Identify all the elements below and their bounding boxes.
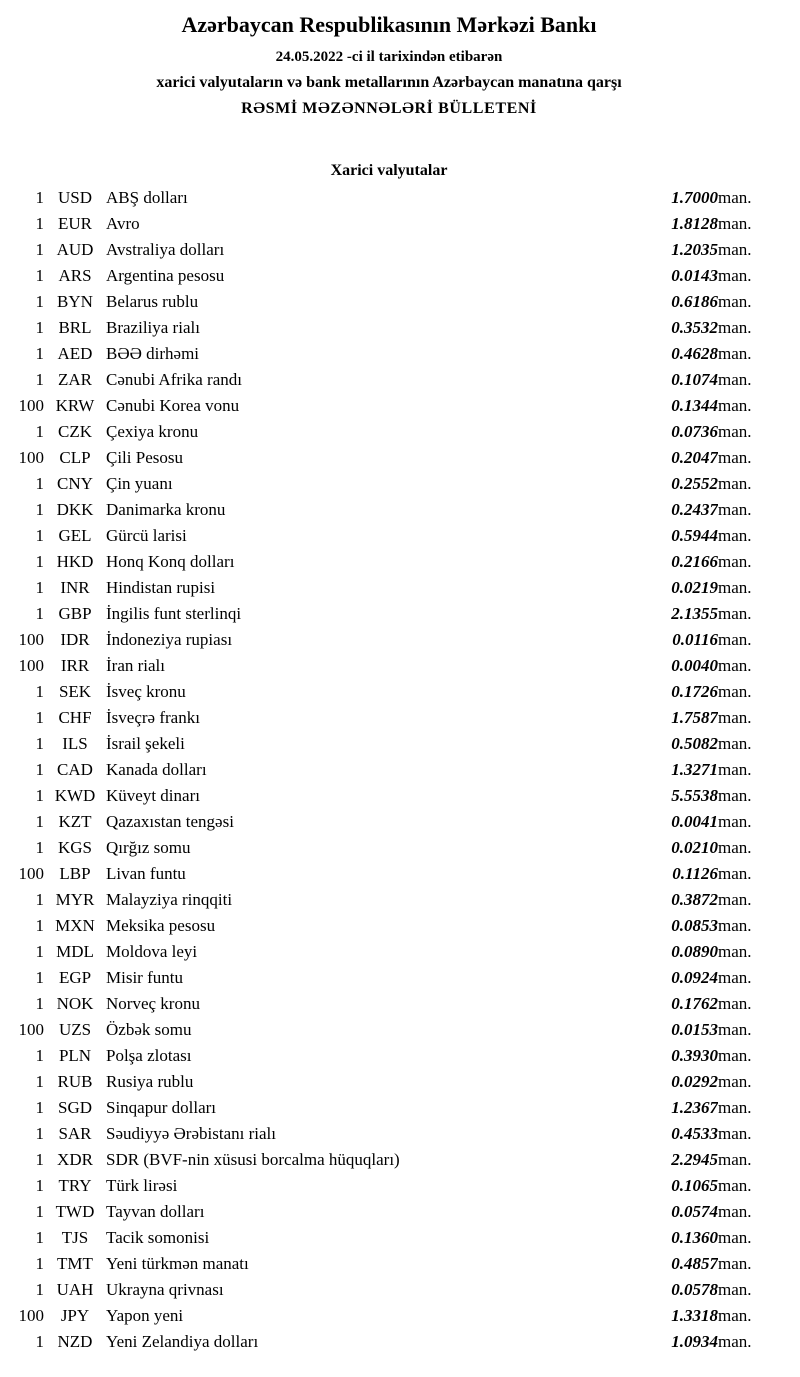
table-row xyxy=(6,523,772,549)
unit-label: man. xyxy=(718,656,752,675)
currency-code: GBP xyxy=(58,604,92,623)
table-row xyxy=(6,731,772,757)
quantity: 100 xyxy=(18,1306,44,1325)
rate-value: 0.6186 xyxy=(671,292,718,311)
rate-value: 0.0853 xyxy=(671,916,718,935)
quantity: 1 xyxy=(35,240,44,259)
quantity: 1 xyxy=(35,682,44,701)
currency-name: Səudiyyə Ərəbistanı rialı xyxy=(106,1124,276,1143)
currency-code: SEK xyxy=(58,682,92,701)
rate-value: 0.1126 xyxy=(672,864,718,883)
table-row xyxy=(6,627,772,653)
currency-name: Qırğız somu xyxy=(106,838,191,857)
rate-value: 0.3930 xyxy=(671,1046,718,1065)
table-row xyxy=(6,341,772,367)
quantity: 1 xyxy=(35,1124,44,1143)
quantity: 1 xyxy=(35,812,44,831)
currency-name: Yeni türkmən manatı xyxy=(106,1254,249,1273)
rate-value: 0.0292 xyxy=(671,1072,718,1091)
currency-code: KZT xyxy=(58,812,92,831)
currency-name: Çexiya kronu xyxy=(106,422,199,441)
currency-name: Braziliya rialı xyxy=(106,318,200,337)
currency-code: NZD xyxy=(57,1332,93,1351)
currency-code: KGS xyxy=(57,838,92,857)
currency-code: HKD xyxy=(56,552,94,571)
table-row xyxy=(6,445,772,471)
currency-code: GEL xyxy=(58,526,92,545)
currency-code: TRY xyxy=(58,1176,92,1195)
unit-label: man. xyxy=(718,1332,752,1351)
quantity: 100 xyxy=(18,864,44,883)
unit-label: man. xyxy=(718,630,752,649)
currency-code: INR xyxy=(60,578,90,597)
currency-name: Malayziya rinqqiti xyxy=(106,890,233,909)
unit-label: man. xyxy=(718,604,752,623)
rate-value: 2.2945 xyxy=(671,1150,718,1169)
rate-value: 1.7587 xyxy=(671,708,718,727)
rate-value: 0.0736 xyxy=(671,422,718,441)
table-row xyxy=(6,1251,772,1277)
rate-value: 0.4533 xyxy=(671,1124,718,1143)
currency-code: TMT xyxy=(57,1254,93,1273)
rate-value: 0.0890 xyxy=(671,942,718,961)
unit-label: man. xyxy=(718,786,752,805)
table-row xyxy=(6,575,772,601)
unit-label: man. xyxy=(718,1228,752,1247)
quantity: 1 xyxy=(35,318,44,337)
unit-label: man. xyxy=(718,526,752,545)
rate-value: 0.1065 xyxy=(671,1176,718,1195)
currency-code: UZS xyxy=(58,1020,92,1039)
table-row xyxy=(6,939,772,965)
unit-label: man. xyxy=(718,968,752,987)
quantity: 1 xyxy=(35,786,44,805)
unit-label: man. xyxy=(718,344,752,363)
currency-code: ARS xyxy=(58,266,92,285)
currency-code: IDR xyxy=(60,630,90,649)
table-row xyxy=(6,1043,772,1069)
unit-label: man. xyxy=(718,422,752,441)
quantity: 100 xyxy=(18,396,44,415)
rate-value: 0.0040 xyxy=(671,656,718,675)
currency-code: TWD xyxy=(55,1202,95,1221)
date-line: 24.05.2022 -ci il tarixindən etibarən xyxy=(275,49,503,65)
rate-value: 0.2047 xyxy=(671,448,718,467)
currency-name: Qazaxıstan tengəsi xyxy=(106,812,234,831)
currency-code: MYR xyxy=(55,890,95,909)
table-row xyxy=(6,913,772,939)
unit-label: man. xyxy=(718,734,752,753)
table-row xyxy=(6,367,772,393)
currency-name: Yapon yeni xyxy=(106,1306,184,1325)
quantity: 1 xyxy=(35,1046,44,1065)
rate-value: 0.5944 xyxy=(671,526,718,545)
quantity: 1 xyxy=(35,1150,44,1169)
currency-name: Moldova leyi xyxy=(106,942,198,961)
currency-name: Cənubi Korea vonu xyxy=(106,396,240,415)
unit-label: man. xyxy=(718,552,752,571)
unit-label: man. xyxy=(718,760,752,779)
currency-name: İngilis funt sterlinqi xyxy=(106,604,242,623)
quantity: 1 xyxy=(35,188,44,207)
currency-name: ABŞ dolları xyxy=(106,188,188,207)
currency-code: EUR xyxy=(58,214,92,233)
currency-code: IRR xyxy=(60,656,90,675)
rate-value: 0.1074 xyxy=(671,370,718,389)
currency-name: Ukrayna qrivnası xyxy=(106,1280,224,1299)
rate-value: 2.1355 xyxy=(671,604,718,623)
rate-value: 0.1726 xyxy=(671,682,718,701)
table-row xyxy=(6,965,772,991)
table-row xyxy=(6,1017,772,1043)
quantity: 1 xyxy=(35,838,44,857)
quantity: 1 xyxy=(35,1176,44,1195)
rate-value: 0.0210 xyxy=(671,838,718,857)
unit-label: man. xyxy=(718,994,752,1013)
quantity: 1 xyxy=(35,266,44,285)
unit-label: man. xyxy=(718,500,752,519)
currency-code: MXN xyxy=(55,916,95,935)
unit-label: man. xyxy=(718,318,752,337)
quantity: 1 xyxy=(35,474,44,493)
quantity: 1 xyxy=(35,942,44,961)
quantity: 1 xyxy=(35,552,44,571)
unit-label: man. xyxy=(718,1124,752,1143)
currency-code: UAH xyxy=(56,1280,94,1299)
currency-code: CAD xyxy=(57,760,93,779)
currency-name: Livan funtu xyxy=(106,864,186,883)
unit-label: man. xyxy=(718,1176,752,1195)
quantity: 1 xyxy=(35,1098,44,1117)
quantity: 1 xyxy=(35,578,44,597)
rate-value: 0.4857 xyxy=(671,1254,718,1273)
rate-value: 0.2437 xyxy=(671,500,718,519)
unit-label: man. xyxy=(718,448,752,467)
currency-code: RUB xyxy=(57,1072,93,1091)
quantity: 100 xyxy=(18,656,44,675)
table-row xyxy=(6,1121,772,1147)
currency-name: Meksika pesosu xyxy=(106,916,216,935)
currency-code: CHF xyxy=(58,708,92,727)
rate-value: 1.3271 xyxy=(671,760,718,779)
unit-label: man. xyxy=(718,890,752,909)
currency-name: Tacik somonisi xyxy=(106,1228,210,1247)
currency-code: PLN xyxy=(58,1046,92,1065)
quantity: 1 xyxy=(35,604,44,623)
rate-value: 0.0574 xyxy=(671,1202,718,1221)
currency-name: Yeni Zelandiya dolları xyxy=(106,1332,259,1351)
unit-label: man. xyxy=(718,812,752,831)
quantity: 1 xyxy=(35,1254,44,1273)
currency-code: CZK xyxy=(58,422,92,441)
unit-label: man. xyxy=(718,578,752,597)
rate-value: 0.2166 xyxy=(671,552,718,571)
table-row xyxy=(6,315,772,341)
currency-name: Danimarka kronu xyxy=(106,500,226,519)
quantity: 1 xyxy=(35,526,44,545)
quantity: 1 xyxy=(35,214,44,233)
bank-name: Azərbaycan Respublikasının Mərkəzi Bankı xyxy=(181,12,597,37)
currency-name: İsveç kronu xyxy=(106,682,186,701)
table-row xyxy=(6,419,772,445)
rate-value: 0.0116 xyxy=(672,630,718,649)
quantity: 100 xyxy=(18,448,44,467)
currency-code: BYN xyxy=(57,292,93,311)
rate-value: 0.4628 xyxy=(671,344,718,363)
table-row xyxy=(6,289,772,315)
quantity: 1 xyxy=(35,370,44,389)
currency-name: Küveyt dinarı xyxy=(106,786,200,805)
unit-label: man. xyxy=(718,1280,752,1299)
quantity: 100 xyxy=(18,1020,44,1039)
rate-value: 1.2035 xyxy=(671,240,718,259)
currency-code: EGP xyxy=(58,968,92,987)
currency-name: Gürcü larisi xyxy=(106,526,187,545)
rate-value: 0.0153 xyxy=(671,1020,718,1039)
quantity: 1 xyxy=(35,890,44,909)
quantity: 1 xyxy=(35,734,44,753)
currency-name: Cənubi Afrika randı xyxy=(106,370,242,389)
table-row xyxy=(6,1303,772,1329)
currency-name: Rusiya rublu xyxy=(106,1072,194,1091)
quantity: 1 xyxy=(35,708,44,727)
rate-value: 0.0924 xyxy=(671,968,718,987)
rate-value: 0.0219 xyxy=(671,578,718,597)
table-row xyxy=(6,1095,772,1121)
table-row xyxy=(6,601,772,627)
currency-code: JPY xyxy=(60,1306,90,1325)
table-row xyxy=(6,1225,772,1251)
unit-label: man. xyxy=(718,1020,752,1039)
quantity: 1 xyxy=(35,344,44,363)
currency-name: Avstraliya dolları xyxy=(106,240,225,259)
table-row xyxy=(6,1199,772,1225)
table-row xyxy=(6,809,772,835)
currency-code: AUD xyxy=(56,240,94,259)
currency-code: LBP xyxy=(59,864,91,883)
currency-name: SDR (BVF-nin xüsusi borcalma hüquqları) xyxy=(106,1150,400,1169)
currency-name: İsrail şekeli xyxy=(106,734,185,753)
quantity: 1 xyxy=(35,760,44,779)
quantity: 1 xyxy=(35,1072,44,1091)
currency-name: Kanada dolları xyxy=(106,760,207,779)
table-row xyxy=(6,1147,772,1173)
quantity: 1 xyxy=(35,292,44,311)
unit-label: man. xyxy=(718,838,752,857)
currency-code: DKK xyxy=(56,500,94,519)
currency-name: Misir funtu xyxy=(106,968,183,987)
table-row xyxy=(6,887,772,913)
unit-label: man. xyxy=(718,864,752,883)
currency-rates-table xyxy=(6,185,772,1355)
bulletin-title: RƏSMİ MƏZƏNNƏLƏRİ BÜLLETENİ xyxy=(241,100,537,117)
table-row xyxy=(6,861,772,887)
currency-name: İsveçrə frankı xyxy=(106,708,200,727)
unit-label: man. xyxy=(718,214,752,233)
quantity: 1 xyxy=(35,1332,44,1351)
rate-value: 0.3532 xyxy=(671,318,718,337)
table-row xyxy=(6,653,772,679)
rate-value: 0.0041 xyxy=(671,812,718,831)
table-row xyxy=(6,237,772,263)
currency-code: KWD xyxy=(54,786,96,805)
rate-value: 0.5082 xyxy=(671,734,718,753)
rate-value: 5.5538 xyxy=(671,786,718,805)
rate-value: 0.0143 xyxy=(671,266,718,285)
unit-label: man. xyxy=(718,396,752,415)
table-row xyxy=(6,549,772,575)
quantity: 1 xyxy=(35,968,44,987)
rate-value: 1.0934 xyxy=(671,1332,718,1351)
table-row xyxy=(6,185,772,211)
table-row xyxy=(6,1173,772,1199)
rate-value: 0.2552 xyxy=(671,474,718,493)
unit-label: man. xyxy=(718,1202,752,1221)
currency-code: USD xyxy=(57,188,92,207)
document-header xyxy=(6,12,772,118)
currency-name: Polşa zlotası xyxy=(106,1046,192,1065)
table-row xyxy=(6,705,772,731)
currency-name: Çili Pesosu xyxy=(106,448,183,467)
quantity: 1 xyxy=(35,422,44,441)
currency-name: Çin yuanı xyxy=(106,474,173,493)
unit-label: man. xyxy=(718,1098,752,1117)
unit-label: man. xyxy=(718,1150,752,1169)
currency-name: İran rialı xyxy=(106,656,165,675)
currency-name: Honq Konq dolları xyxy=(106,552,235,571)
quantity: 1 xyxy=(35,1228,44,1247)
quantity: 1 xyxy=(35,1280,44,1299)
currency-name: İndoneziya rupiası xyxy=(106,630,233,649)
table-row xyxy=(6,835,772,861)
unit-label: man. xyxy=(718,1306,752,1325)
unit-label: man. xyxy=(718,292,752,311)
currency-code: KRW xyxy=(55,396,95,415)
rate-value: 0.0578 xyxy=(671,1280,718,1299)
quantity: 1 xyxy=(35,500,44,519)
rate-value: 1.8128 xyxy=(671,214,718,233)
unit-label: man. xyxy=(718,188,752,207)
table-row xyxy=(6,471,772,497)
quantity: 1 xyxy=(35,916,44,935)
rate-value: 1.3318 xyxy=(671,1306,718,1325)
table-row xyxy=(6,497,772,523)
currency-code: CLP xyxy=(59,448,91,467)
table-row xyxy=(6,991,772,1017)
rate-value: 0.3872 xyxy=(671,890,718,909)
table-row xyxy=(6,211,772,237)
table-row xyxy=(6,1329,772,1355)
table-row xyxy=(6,679,772,705)
unit-label: man. xyxy=(718,708,752,727)
currency-code: TJS xyxy=(61,1228,89,1247)
currency-code: XDR xyxy=(57,1150,93,1169)
currency-code: AED xyxy=(57,344,93,363)
currency-code: CNY xyxy=(57,474,93,493)
subtitle-line: xarici valyutaların və bank metallarının Azərbaycan manatına qarşı xyxy=(156,74,622,91)
table-row xyxy=(6,263,772,289)
currency-name: Özbək somu xyxy=(106,1020,192,1039)
unit-label: man. xyxy=(718,240,752,259)
unit-label: man. xyxy=(718,682,752,701)
currency-code: MDL xyxy=(56,942,94,961)
table-row xyxy=(6,1069,772,1095)
currency-name: BƏƏ dirhəmi xyxy=(106,344,200,363)
currency-code: SAR xyxy=(58,1124,92,1143)
rate-value: 1.7000 xyxy=(671,188,718,207)
currency-name: Tayvan dolları xyxy=(106,1202,205,1221)
quantity: 1 xyxy=(35,994,44,1013)
currency-code: NOK xyxy=(56,994,94,1013)
unit-label: man. xyxy=(718,942,752,961)
unit-label: man. xyxy=(718,916,752,935)
currency-name: Avro xyxy=(106,214,140,233)
unit-label: man. xyxy=(718,1254,752,1273)
table-row xyxy=(6,757,772,783)
unit-label: man. xyxy=(718,370,752,389)
table-row xyxy=(6,783,772,809)
unit-label: man. xyxy=(718,1072,752,1091)
table-row xyxy=(6,1277,772,1303)
unit-label: man. xyxy=(718,266,752,285)
unit-label: man. xyxy=(718,1046,752,1065)
table-row xyxy=(6,393,772,419)
rate-value: 1.2367 xyxy=(671,1098,718,1117)
rate-value: 0.1360 xyxy=(671,1228,718,1247)
currency-code: SGD xyxy=(57,1098,92,1117)
rate-value: 0.1762 xyxy=(671,994,718,1013)
quantity: 100 xyxy=(18,630,44,649)
currency-name: Argentina pesosu xyxy=(106,266,225,285)
currency-name: Norveç kronu xyxy=(106,994,200,1013)
currency-name: Belarus rublu xyxy=(106,292,199,311)
currency-code: ZAR xyxy=(58,370,92,389)
currency-name: Türk lirəsi xyxy=(106,1176,178,1195)
currency-code: BRL xyxy=(58,318,92,337)
quantity: 1 xyxy=(35,1202,44,1221)
currency-name: Hindistan rupisi xyxy=(106,578,216,597)
rate-value: 0.1344 xyxy=(671,396,718,415)
section-title: Xarici valyutalar xyxy=(330,162,448,179)
currency-code: ILS xyxy=(62,734,88,753)
currency-name: Sinqapur dolları xyxy=(106,1098,217,1117)
unit-label: man. xyxy=(718,474,752,493)
